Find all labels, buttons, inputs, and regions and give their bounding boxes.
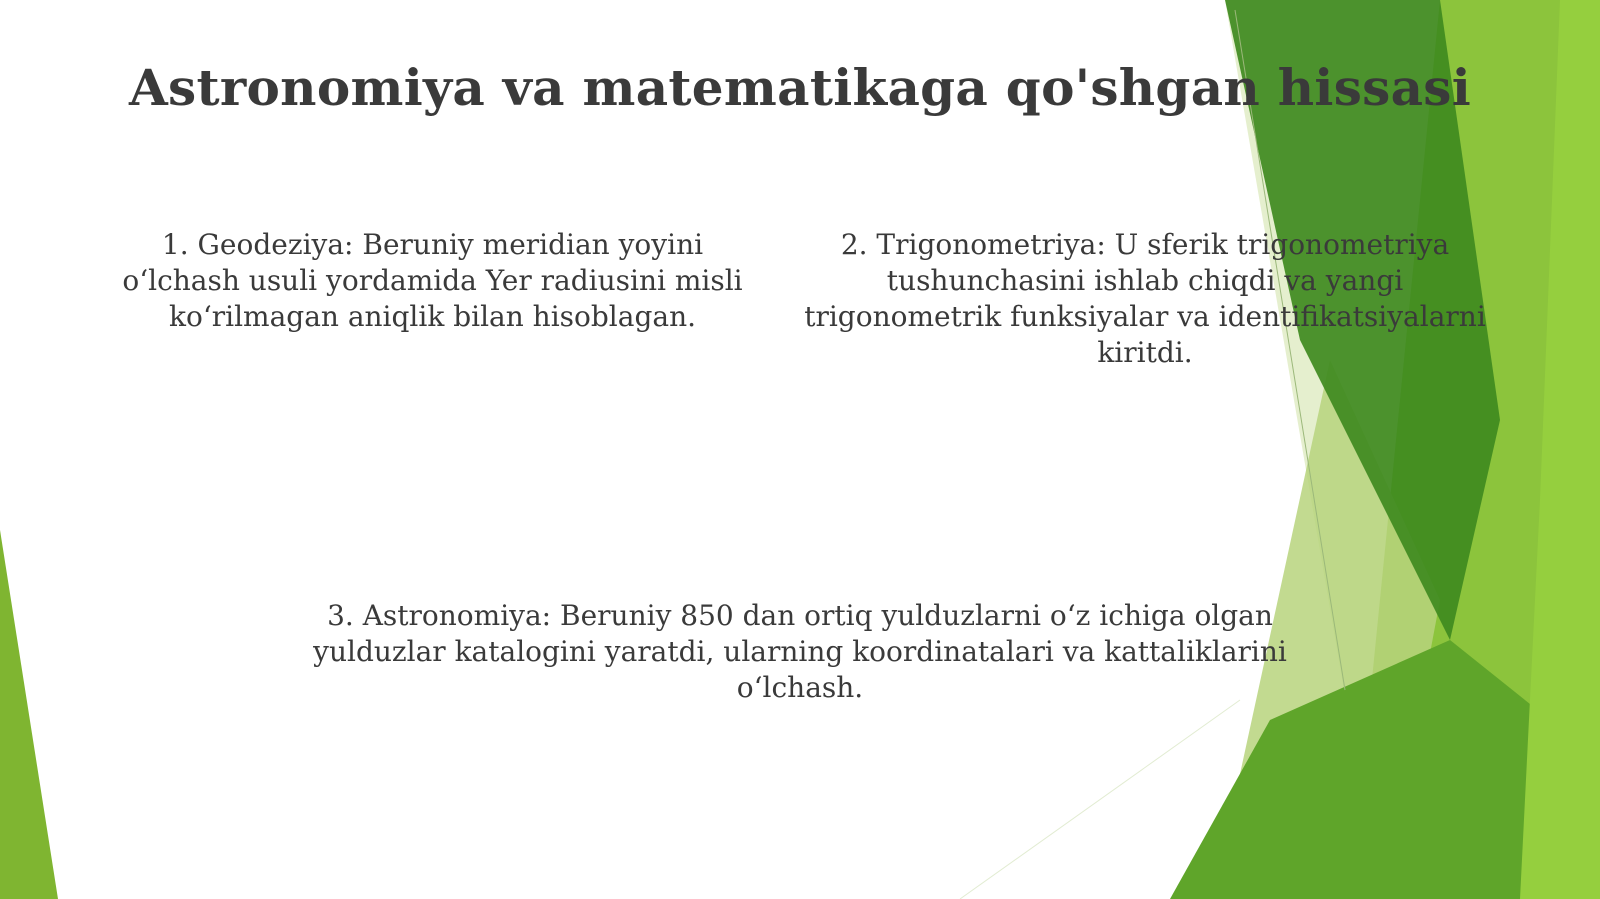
left-green-sliver	[0, 530, 58, 899]
bullet-trigonometriya: 2. Trigonometriya: U sferik trigonometriya tushunchasini ishlab chiqdi va yangi trigonometrik funksiyalar va identifikatsiyalarni kiritdi.	[804, 228, 1486, 369]
bullet-astronomiya: 3. Astronomiya: Beruniy 850 dan ortiq yulduzlarni o‘z ichiga olgan yulduzlar katalogini yaratdi, ularning koordinatalari va kattaliklarini o‘lchash.	[313, 599, 1287, 704]
slide-title: Astronomiya va matematikaga qo'shgan hissasi	[128, 58, 1472, 117]
bullet-geodeziya: 1. Geodeziya: Beruniy meridian yoyini o‘lchash usuli yordamida Yer radiusini misli ko‘rilmagan aniqlik bilan hisoblagan.	[122, 228, 743, 333]
